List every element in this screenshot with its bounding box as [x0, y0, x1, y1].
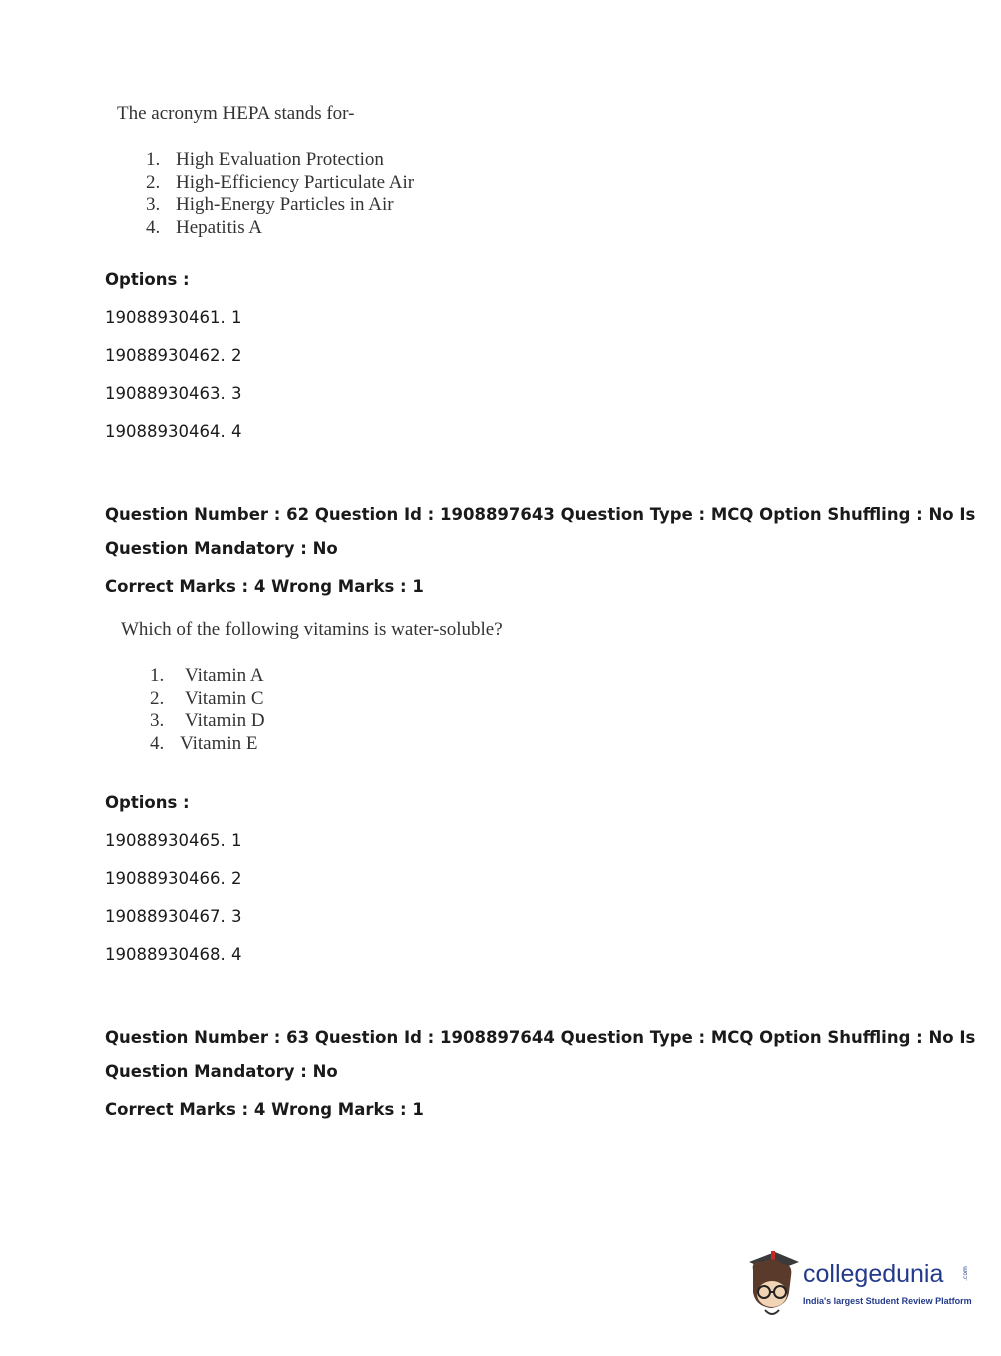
option-id: 19088930463. 3	[105, 384, 242, 403]
question-stem: Which of the following vitamins is water-soluble?	[121, 619, 503, 640]
logo-tagline: India's largest Student Review Platform	[803, 1296, 972, 1306]
question-stem: The acronym HEPA stands for-	[117, 103, 355, 124]
choice-list	[146, 149, 414, 240]
choice-item: 3. High-Energy Particles in Air	[146, 194, 394, 216]
option-id: 19088930461. 1	[105, 308, 242, 327]
question-mandatory: Question Mandatory : No	[105, 1062, 338, 1081]
choice-item: 4. Vitamin E	[150, 733, 258, 755]
option-id: 19088930465. 1	[105, 831, 242, 850]
choice-item: 2. Vitamin C	[150, 687, 264, 709]
option-id: 19088930468. 4	[105, 945, 242, 964]
choice-list	[150, 665, 265, 756]
question-marks: Correct Marks : 4 Wrong Marks : 1	[105, 577, 424, 596]
option-id: 19088930462. 2	[105, 346, 242, 365]
choice-item: 3. Vitamin D	[150, 710, 265, 732]
choice-item: 1. Vitamin A	[150, 665, 264, 686]
question-mandatory: Question Mandatory : No	[105, 539, 338, 558]
options-label: Options :	[105, 270, 190, 289]
collegedunia-logo	[743, 1248, 973, 1320]
logo-wordmark: collegedunia	[803, 1260, 944, 1288]
question-header: Question Number : 63 Question Id : 1908897644 Question Type : MCQ Option Shuffling : No Is	[105, 1028, 976, 1047]
option-id: 19088930467. 3	[105, 907, 242, 926]
choice-item: 4. Hepatitis A	[146, 217, 263, 239]
choice-item: 2. High-Efficiency Particulate Air	[146, 171, 415, 193]
option-id: 19088930464. 4	[105, 422, 242, 441]
logo-suffix: .com	[961, 1266, 969, 1281]
option-id: 19088930466. 2	[105, 869, 242, 888]
choice-item: 1. High Evaluation Protection	[146, 149, 384, 170]
question-header: Question Number : 62 Question Id : 1908897643 Question Type : MCQ Option Shuffling : No Is	[105, 505, 976, 524]
options-label: Options :	[105, 793, 190, 812]
question-marks: Correct Marks : 4 Wrong Marks : 1	[105, 1100, 424, 1119]
mascot-icon	[743, 1248, 801, 1320]
